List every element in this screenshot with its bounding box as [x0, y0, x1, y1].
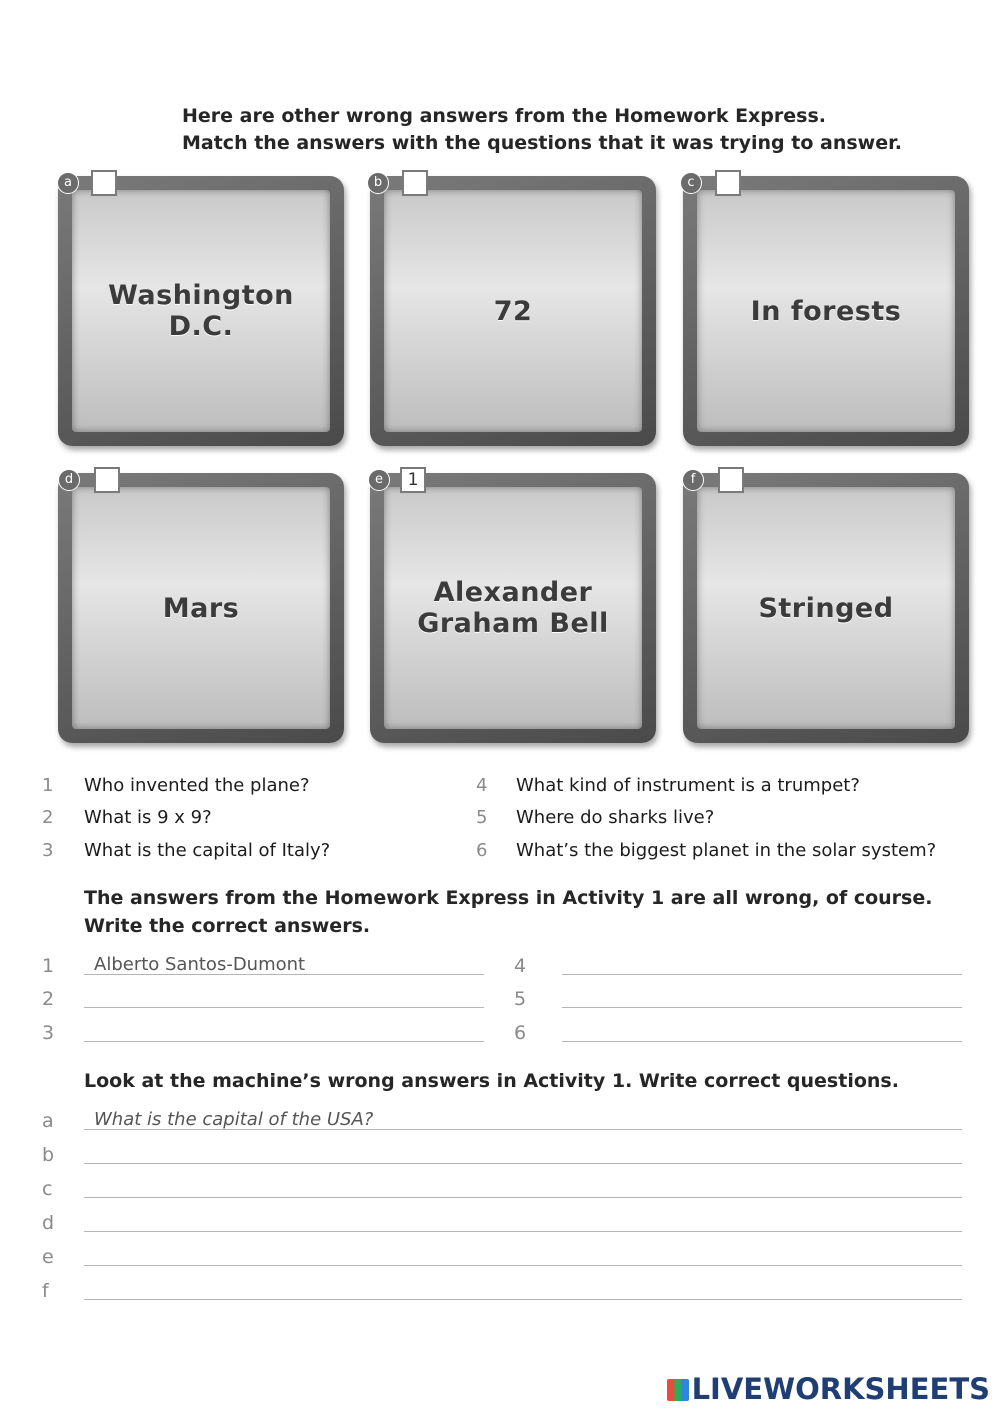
- answer-text-1[interactable]: Alberto Santos-Dumont: [94, 954, 306, 975]
- question-line-d[interactable]: [84, 1231, 962, 1232]
- match-box-c[interactable]: [715, 170, 741, 196]
- answer-line-3[interactable]: [84, 1041, 484, 1042]
- question-text: What is 9 x 9?: [84, 807, 212, 828]
- lws-logo-icon: [667, 1379, 689, 1401]
- answer-line-5[interactable]: [562, 1007, 962, 1008]
- question-letter: a: [42, 1110, 54, 1132]
- answer-number: 4: [514, 955, 527, 977]
- card-answer: Alexander Graham Bell: [417, 577, 609, 639]
- match-box-e[interactable]: 1: [400, 467, 426, 493]
- answer-card-f: [683, 473, 969, 743]
- question-number: 6: [476, 840, 488, 861]
- question-number: 5: [476, 807, 488, 828]
- liveworksheets-logo: LIVEWORKSHEETS: [667, 1372, 990, 1406]
- question-line-c[interactable]: [84, 1197, 962, 1198]
- question-number: 1: [42, 775, 54, 796]
- instructions: [182, 103, 902, 157]
- card-answer: 72: [493, 295, 533, 327]
- instructions-line1: Here are other wrong answers from the Homework Express.: [182, 105, 826, 127]
- match-box-d[interactable]: [94, 467, 120, 493]
- card-answer: Washington D.C.: [108, 280, 294, 342]
- question-letter: f: [42, 1280, 49, 1302]
- answer-number: 1: [42, 955, 55, 977]
- question-line-e[interactable]: [84, 1265, 962, 1266]
- answer-card-d: [58, 473, 344, 743]
- question-number: 4: [476, 775, 488, 796]
- answer-number: 2: [42, 988, 55, 1010]
- card-letter-a: a: [57, 172, 79, 194]
- answer-line-4[interactable]: [562, 974, 962, 975]
- activity3-heading: Look at the machine’s wrong answers in Activity 1. Write correct questions.: [84, 1070, 899, 1092]
- question-letter: d: [42, 1212, 55, 1234]
- answer-number: 5: [514, 988, 527, 1010]
- card-letter-c: c: [680, 172, 702, 194]
- question-text: Where do sharks live?: [516, 807, 715, 828]
- answer-card-b: [370, 176, 656, 446]
- activity2-heading: The answers from the Homework Express in Activity 1 are all wrong, of course. Write the correct answers.: [84, 887, 933, 937]
- card-answer: In forests: [750, 295, 902, 327]
- answer-line-6[interactable]: [562, 1041, 962, 1042]
- question-line-f[interactable]: [84, 1299, 962, 1300]
- card-answer: Mars: [162, 592, 240, 624]
- card-letter-e: e: [368, 469, 390, 491]
- card-letter-d: d: [58, 469, 80, 491]
- question-number: 3: [42, 840, 54, 861]
- question-letter: b: [42, 1144, 55, 1166]
- card-letter-b: b: [367, 172, 389, 194]
- answer-number: 3: [42, 1022, 55, 1044]
- question-number: 2: [42, 807, 54, 828]
- answer-number: 6: [514, 1022, 527, 1044]
- instructions-line2: Match the answers with the questions that it was trying to answer.: [182, 132, 902, 154]
- answer-card-a: [58, 176, 344, 446]
- answer-card-c: [683, 176, 969, 446]
- answer-card-e: [370, 473, 656, 743]
- card-answer: Stringed: [758, 592, 894, 624]
- answer-line-2[interactable]: [84, 1007, 484, 1008]
- question-letter: c: [42, 1178, 53, 1200]
- question-letter: e: [42, 1246, 54, 1268]
- card-letter-f: f: [682, 469, 704, 491]
- match-box-b[interactable]: [402, 170, 428, 196]
- question-line-b[interactable]: [84, 1163, 962, 1164]
- question-text: What kind of instrument is a trumpet?: [516, 775, 860, 796]
- question-text: Who invented the plane?: [84, 775, 310, 796]
- question-text: What is the capital of Italy?: [84, 840, 331, 861]
- question-text: What’s the biggest planet in the solar system?: [516, 840, 937, 861]
- question-text-a[interactable]: What is the capital of the USA?: [94, 1109, 374, 1130]
- match-box-f[interactable]: [718, 467, 744, 493]
- match-box-a[interactable]: [91, 170, 117, 196]
